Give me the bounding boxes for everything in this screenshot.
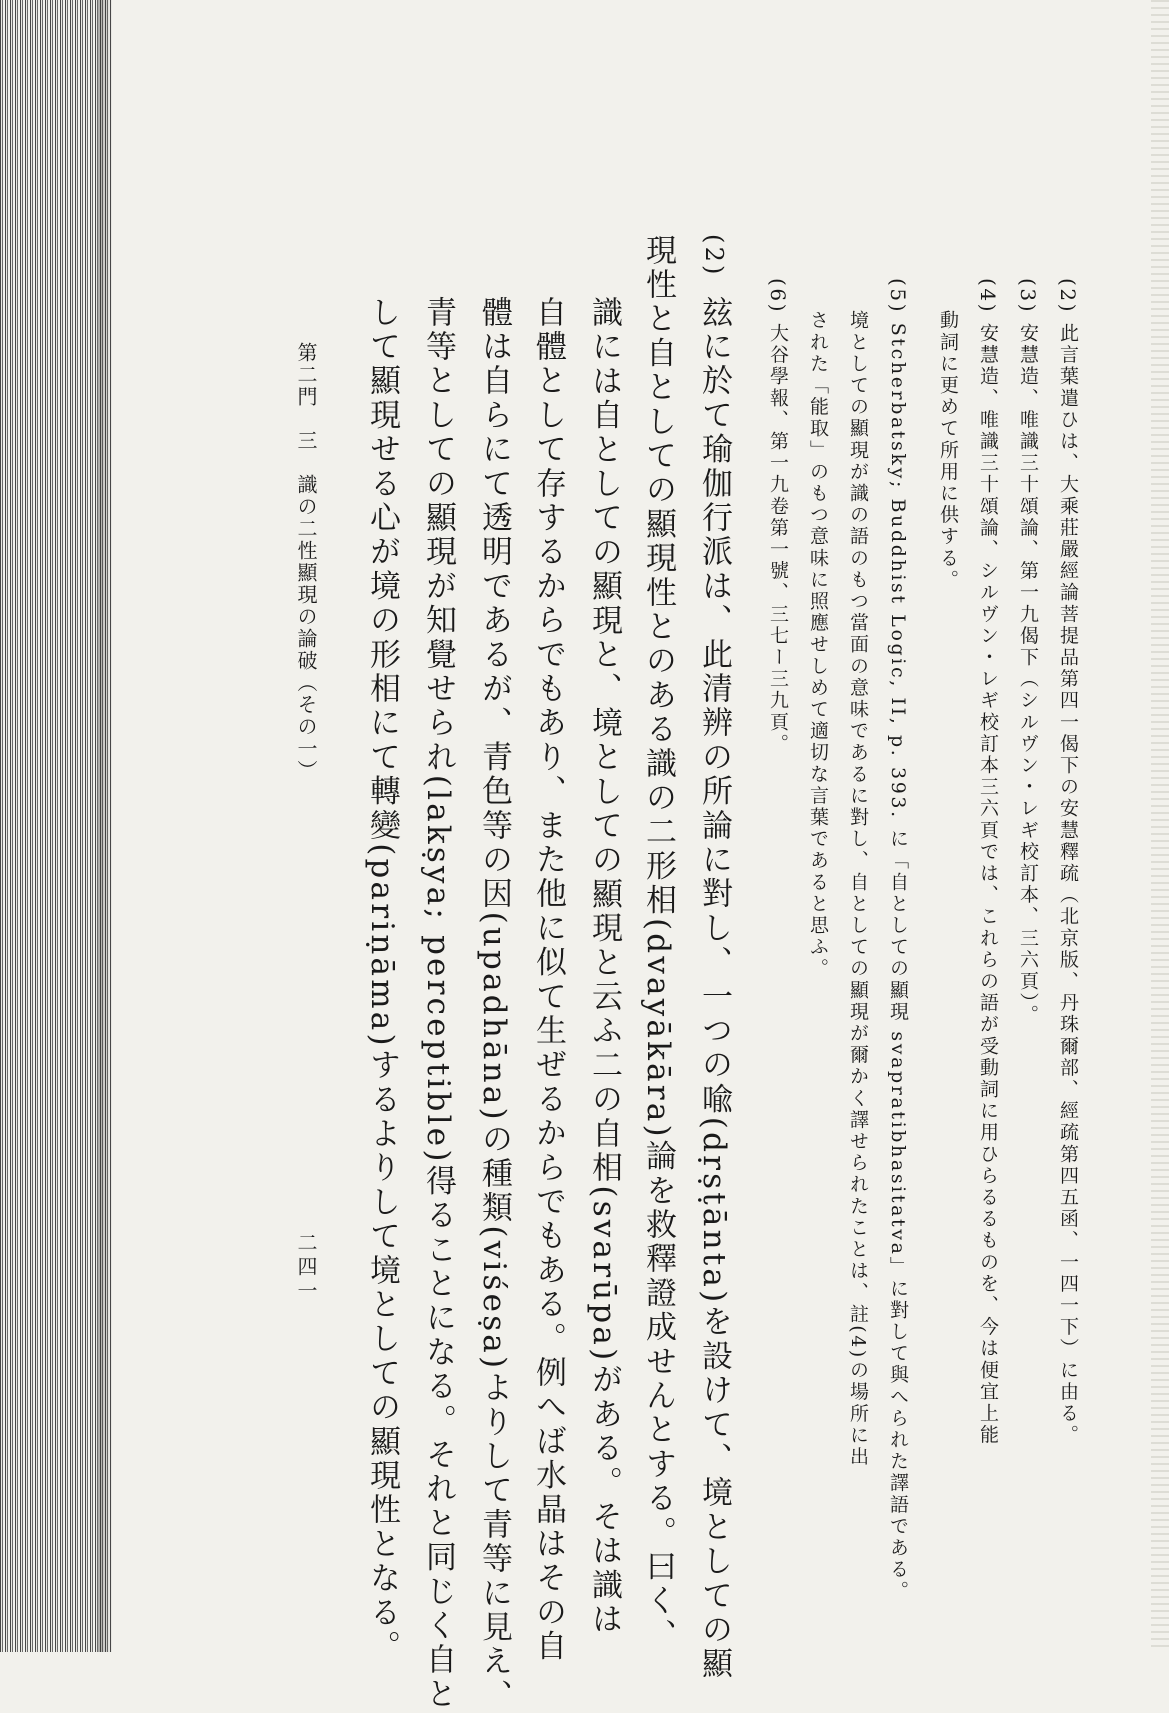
footnote-line [888, 278, 908, 1602]
page-edge [1151, 0, 1169, 1652]
body-line [640, 234, 676, 1653]
running-head: 第二門 三 識の二性顯現の論破（その一） [294, 342, 318, 782]
footnote-text: された「能取」のもつ意味に照應せしめて適切な言葉であると思ふ。 [807, 310, 829, 980]
footnote-line [938, 310, 957, 591]
body-text: 自體として存するからでもあり、また他に似て生ぜるからでもある。例へば水晶はその自 [530, 296, 566, 1664]
body-line [364, 296, 400, 1665]
footnote-marker: (4) [976, 278, 1000, 315]
footnote-text: 此言葉遣ひは、大乘莊嚴經論菩提品第四一偈下の安慧釋疏（北京版、丹珠爾部、經疏第四五函、一四一下）に由る。 [1057, 322, 1079, 1446]
footnote-line [1018, 278, 1038, 1026]
footnote-text: 大谷學報、第一九卷第一號、三七ー三九頁。 [767, 322, 789, 755]
footnote-marker: (6) [766, 278, 790, 315]
body-text: 現性と自としての顯現性とのある識の二形相(dvayākāra)論を救釋證成せんとする。曰く、 [640, 234, 676, 1653]
binding-edge [0, 0, 112, 1652]
body-line [420, 296, 456, 1712]
footnote-text: 境としての顯現が識の語のもつ當面の意味であるに對し、自としての顯現が爾かく譯せられたことは、註(4)の場所に出 [847, 310, 869, 1468]
body-text: 體は自らにて透明であるが、青色等の因(upadhāna)の種類(viśeṣa)よりして青等に見え、 [476, 296, 512, 1713]
footnote-line [848, 310, 867, 1468]
body-text: して顯現せる心が境の形相にて轉變(pariṇāma)するよりして境としての顯現性となる。 [364, 296, 400, 1665]
footnote-text: Stcherbatsky; Buddhist Logic, II, p. 393. に「自としての顯現 svapratibhasitatva」に對して與へられた譯語である。 [887, 322, 909, 1603]
body-line [476, 296, 512, 1713]
body-line [696, 296, 732, 1682]
footnote-text: 安慧造、唯識三十頌論、シルヴン・レギ校訂本三六頁では、これらの語が受動詞に用ひらるるものを、今は便宜上能 [977, 322, 999, 1446]
section-marker: (2) [700, 234, 728, 278]
page-number: 二四一 [294, 1232, 318, 1304]
body-line [530, 296, 566, 1664]
footnote-line [808, 310, 827, 980]
body-text: 識には自としての顯現と、境としての顯現と云ふ二の自相(svarūpa)がある。そは識は [586, 262, 622, 1638]
footnote-line [768, 278, 788, 755]
body-text: 玆に於て瑜伽行派は、此清辨の所論に對し、一つの喩(dṛṣṭānta)を設けて、境としての顯 [696, 296, 732, 1682]
footnote-line [978, 278, 998, 1446]
footnote-text: 動詞に更めて所用に供する。 [937, 310, 959, 591]
body-text: 青等としての顯現が知覺せられ(lakṣya; perceptible)得ることになる。それと同じく自と [420, 296, 456, 1712]
footnote-marker: (2) [1056, 278, 1080, 315]
footnote-text: 安慧造、唯識三十頌論、第一九偈下（シルヴン・レギ校訂本、三六頁）。 [1017, 322, 1039, 1027]
body-line [698, 234, 729, 278]
body-line [586, 262, 622, 1638]
footnote-marker: (3) [1016, 278, 1040, 315]
footnote-marker: (5) [886, 278, 910, 315]
footnote-line [1058, 278, 1078, 1446]
